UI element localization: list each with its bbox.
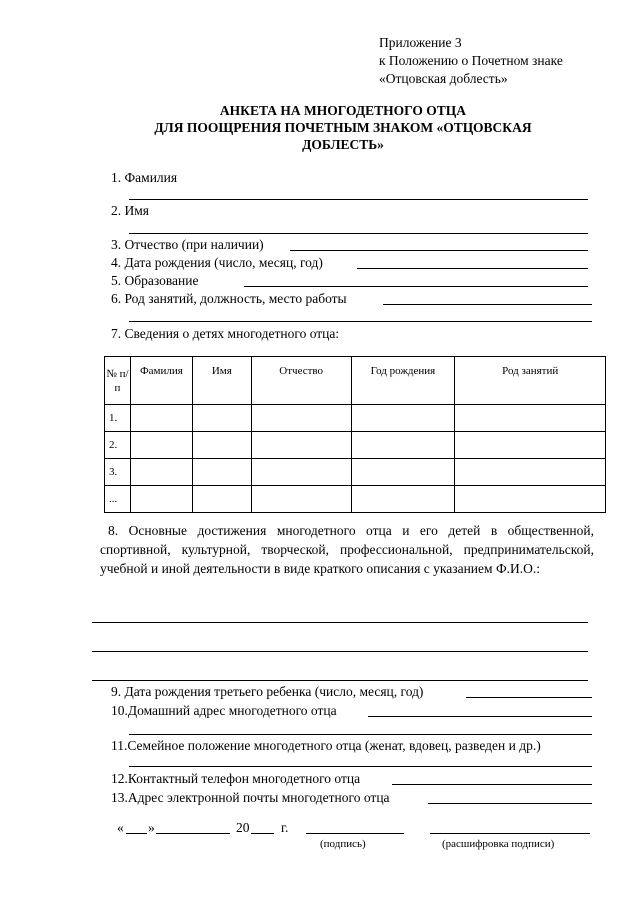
date-year-prefix: 20: [236, 820, 250, 835]
table-cell[interactable]: [351, 432, 455, 459]
date-year-line[interactable]: [251, 833, 274, 834]
field-marital-status-line[interactable]: [129, 766, 592, 767]
achievements-line-2[interactable]: [92, 651, 588, 652]
col-header-birth-year: Год рождения: [351, 357, 455, 405]
form-title-line-1: АНКЕТА НА МНОГОДЕТНОГО ОТЦА: [219, 103, 467, 118]
field-education-label: 5. Образование: [111, 273, 199, 288]
field-phone-label: 12.Контактный телефон многодетного отца: [111, 771, 361, 786]
table-cell[interactable]: [130, 432, 192, 459]
field-children-label: 7. Сведения о детях многодетного отца:: [111, 326, 340, 341]
table-cell[interactable]: [251, 405, 351, 432]
form-title: [100, 102, 586, 153]
table-cell[interactable]: [251, 459, 351, 486]
field-surname-label: 1. Фамилия: [111, 170, 178, 185]
signature-line[interactable]: [306, 833, 404, 834]
appendix-line-3: «Отцовская доблесть»: [379, 71, 508, 86]
row-number: 1.: [105, 405, 131, 432]
field-home-address-line[interactable]: [368, 716, 592, 717]
field-name-line[interactable]: [129, 233, 588, 234]
field-patronymic-label: 3. Отчество (при наличии): [111, 237, 264, 252]
date-open-quote: «: [117, 820, 124, 835]
appendix-line-1: Приложение 3: [379, 35, 462, 50]
field-phone-line[interactable]: [392, 784, 592, 785]
table-cell[interactable]: [455, 486, 606, 513]
field-occupation-line-2[interactable]: [129, 321, 592, 322]
appendix-note: [379, 34, 563, 88]
field-marital-status-label: 11.Семейное положение многодетного отца (женат, вдовец, разведен и др.): [111, 738, 541, 753]
field-third-child-birthdate-line[interactable]: [466, 697, 592, 698]
col-header-patronymic: Отчество: [251, 357, 351, 405]
col-header-occupation: Род занятий: [455, 357, 606, 405]
date-day-line[interactable]: [126, 833, 147, 834]
children-table: [104, 356, 606, 513]
appendix-line-2: к Положению о Почетном знаке: [379, 53, 563, 68]
achievements-line-1[interactable]: [92, 622, 588, 623]
col-header-surname: Фамилия: [130, 357, 192, 405]
table-cell[interactable]: [455, 432, 606, 459]
achievements-line-3[interactable]: [92, 680, 588, 681]
date-month-line[interactable]: [156, 833, 230, 834]
children-table-header: [105, 357, 606, 405]
field-home-address-line-2[interactable]: [129, 734, 592, 735]
table-cell[interactable]: [192, 405, 251, 432]
table-cell[interactable]: [351, 405, 455, 432]
table-cell[interactable]: [130, 486, 192, 513]
table-row: [105, 486, 606, 513]
signature-caption: (подпись): [320, 838, 366, 850]
field-name-label: 2. Имя: [111, 203, 150, 218]
form-title-line-3: ДОБЛЕСТЬ»: [302, 137, 384, 152]
field-occupation-label: 6. Род занятий, должность, место работы: [111, 291, 347, 306]
table-cell[interactable]: [192, 459, 251, 486]
field-email-label: 13.Адрес электронной почты многодетного отца: [111, 790, 390, 805]
row-number: 3.: [105, 459, 131, 486]
signature-decode-line[interactable]: [430, 833, 590, 834]
table-cell[interactable]: [130, 405, 192, 432]
table-cell[interactable]: [192, 486, 251, 513]
col-header-number: № п/п: [105, 357, 131, 405]
table-cell[interactable]: [251, 432, 351, 459]
field-surname-line[interactable]: [129, 199, 588, 200]
field-education-line[interactable]: [244, 286, 588, 287]
table-cell[interactable]: [351, 486, 455, 513]
date-year-suffix: г.: [281, 820, 289, 835]
field-occupation-line[interactable]: [383, 304, 592, 305]
field-birthdate-label: 4. Дата рождения (число, месяц, год): [111, 255, 323, 270]
date-close-quote: »: [148, 820, 155, 835]
table-row: [105, 405, 606, 432]
table-cell[interactable]: [455, 405, 606, 432]
table-cell[interactable]: [192, 432, 251, 459]
signature-decode-caption: (расшифровка подписи): [442, 838, 555, 850]
table-cell[interactable]: [455, 459, 606, 486]
row-number: ...: [105, 486, 131, 513]
field-birthdate-line[interactable]: [357, 268, 588, 269]
table-cell[interactable]: [351, 459, 455, 486]
field-home-address-label: 10.Домашний адрес многодетного отца: [111, 703, 337, 718]
table-cell[interactable]: [251, 486, 351, 513]
row-number: 2.: [105, 432, 131, 459]
field-patronymic-line[interactable]: [290, 250, 588, 251]
table-cell[interactable]: [130, 459, 192, 486]
col-header-name: Имя: [192, 357, 251, 405]
field-email-line[interactable]: [428, 803, 592, 804]
form-title-line-2: ДЛЯ ПООЩРЕНИЯ ПОЧЕТНЫМ ЗНАКОМ «ОТЦОВСКАЯ: [154, 120, 532, 135]
table-row: [105, 459, 606, 486]
achievements-paragraph: 8. Основные достижения многодетного отца и его детей в общественной, спортивной, культурной, творческой, профессиональной, предпринимательской, учебной и иной деятельности в виде краткого описания с указанием Ф.И.О.:: [100, 523, 594, 576]
field-third-child-birthdate-label: 9. Дата рождения третьего ребенка (число, месяц, год): [111, 684, 424, 699]
table-row: [105, 432, 606, 459]
